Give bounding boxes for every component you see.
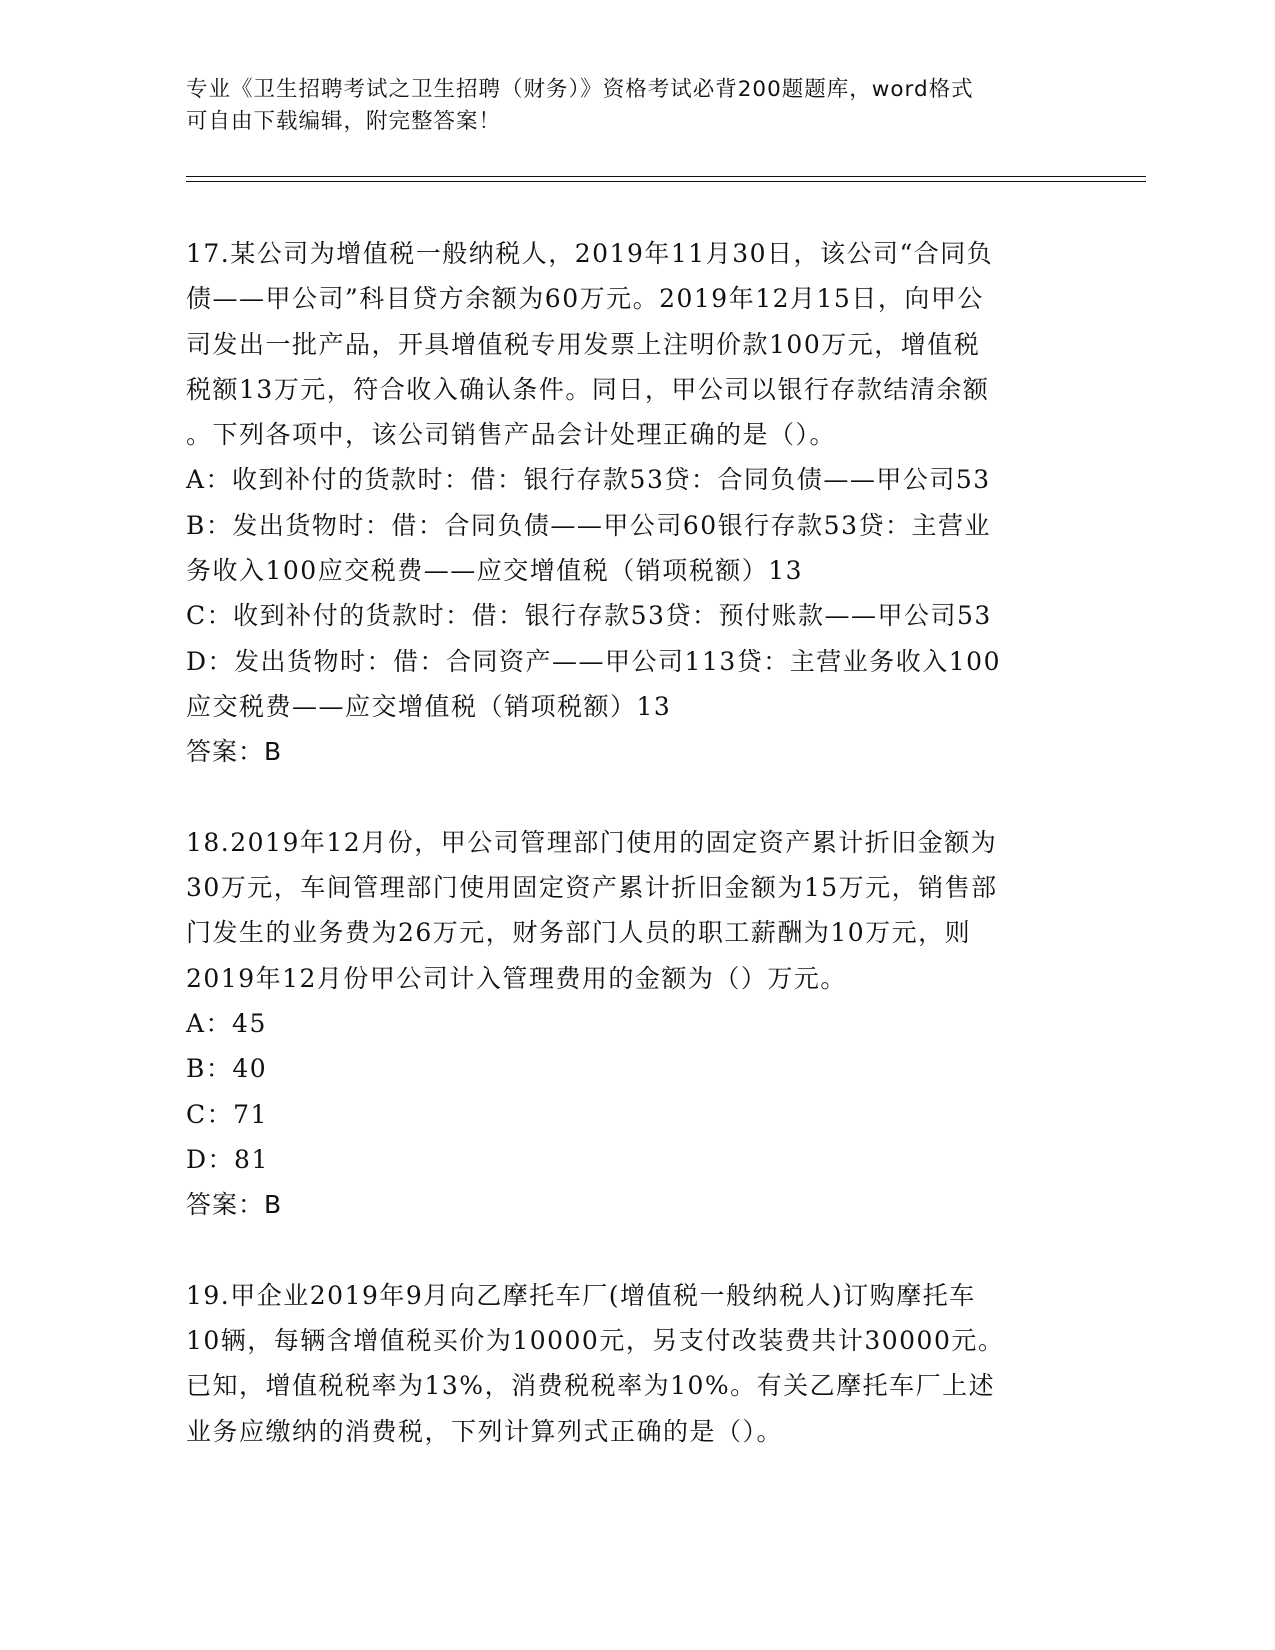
question-gap (186, 775, 1086, 820)
header-line: 专业《卫生招聘考试之卫生招聘（财务）》资格考试必背200题题库，word格式 (186, 77, 974, 102)
option-c: C：71 (186, 1099, 268, 1129)
option-d: D：发出货物时：借：合同资产——甲公司113贷：主营业务收入100 (186, 646, 1001, 676)
question-line: 30万元，车间管理部门使用固定资产累计折旧金额为15万元，销售部 (186, 873, 998, 903)
answer: 答案：B (186, 737, 283, 767)
option-b: B：发出货物时：借：合同负债——甲公司60银行存款53贷：主营业 (186, 510, 991, 540)
question-line: 19.甲企业2019年9月向乙摩托车厂(增值税一般纳税人)订购摩托车 (186, 1280, 976, 1310)
answer: 答案：B (186, 1190, 283, 1220)
page-header (186, 74, 1076, 138)
question-line: 司发出一批产品，开具增值税专用发票上注明价款100万元，增值税 (186, 329, 981, 359)
question-line: 17.某公司为增值税一般纳税人，2019年11月30日，该公司“合同负 (186, 239, 994, 268)
question-line: 。下列各项中，该公司销售产品会计处理正确的是（）。 (186, 420, 837, 450)
question-gap (186, 1228, 1086, 1273)
option-a: A：收到补付的货款时：借：银行存款53贷：合同负债——甲公司53 (186, 465, 991, 495)
question-line: 门发生的业务费为26万元，财务部门人员的职工薪酬为10万元，则 (186, 918, 972, 948)
question-17 (186, 231, 1086, 775)
header-divider-top (186, 176, 1146, 177)
question-line: 18.2019年12月份，甲公司管理部门使用的固定资产累计折旧金额为 (186, 827, 998, 857)
question-19 (186, 1273, 1086, 1454)
header-line: 可自由下载编辑，附完整答案！ (186, 109, 502, 134)
document-body (186, 231, 1086, 1454)
option-d-continued: 应交税费——应交增值税（销项税额）13 (186, 691, 672, 721)
question-line: 债——甲公司”科目贷方余额为60万元。2019年12月15日，向甲公 (186, 284, 984, 314)
question-line: 税额13万元，符合收入确认条件。同日，甲公司以银行存款结清余额 (186, 374, 990, 404)
header-divider-bottom (186, 181, 1146, 182)
option-b-continued: 务收入100应交税费——应交增值税（销项税额）13 (186, 556, 804, 586)
question-line: 10辆，每辆含增值税买价为10000元，另支付改装费共计30000元。 (186, 1326, 1005, 1356)
question-18 (186, 820, 1086, 1228)
question-line: 业务应缴纳的消费税，下列计算列式正确的是（）。 (186, 1416, 784, 1446)
option-a: A：45 (186, 1009, 267, 1039)
option-c: C：收到补付的货款时：借：银行存款53贷：预付账款——甲公司53 (186, 601, 992, 631)
question-line: 已知，增值税税率为13%，消费税税率为10%。有关乙摩托车厂上述 (186, 1371, 996, 1401)
option-d: D：81 (186, 1144, 269, 1174)
option-b: B：40 (186, 1054, 268, 1084)
question-line: 2019年12月份甲公司计入管理费用的金额为（）万元。 (186, 963, 847, 993)
